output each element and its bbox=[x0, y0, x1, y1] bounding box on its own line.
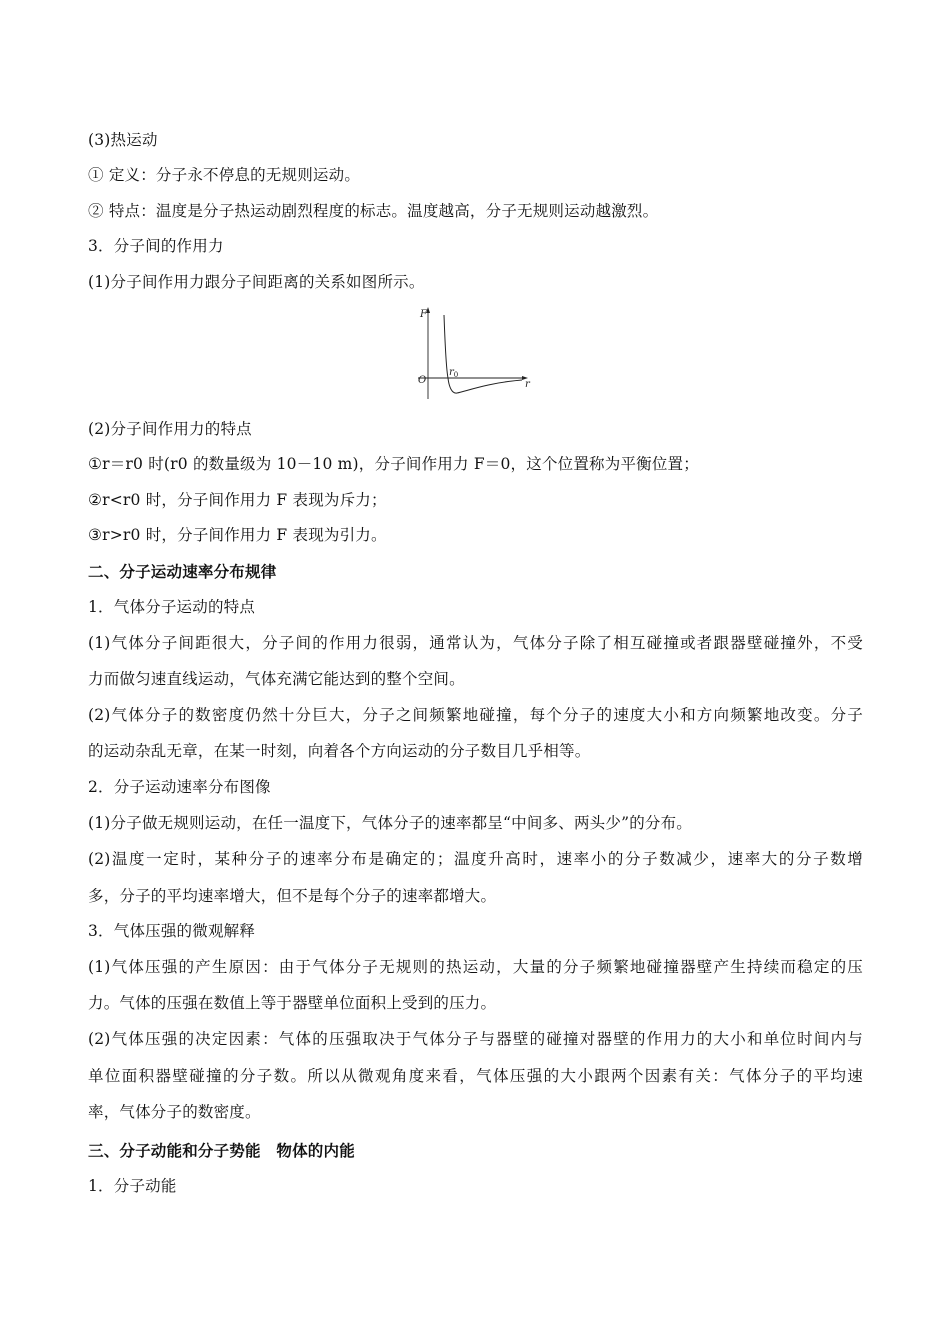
paragraph-line: (2)气体分子的数密度仍然十分巨大，分子之间频繁地碰撞，每个分子的速度大小和方向频繁地改变。分子 bbox=[88, 706, 863, 724]
paragraph-line: (1)分子做无规则运动，在任一温度下，气体分子的速率都呈“中间多、两头少”的分布。 bbox=[88, 814, 693, 832]
chapter-heading-internal-energy: 三、分子动能和分子势能 物体的内能 bbox=[88, 1141, 355, 1160]
subsection-heading-force-features: (2)分子间作用力的特点 bbox=[88, 420, 252, 438]
feature-repulsion-line: ②r<r0 时，分子间作用力 F 表现为斥力； bbox=[88, 491, 387, 509]
section-heading-distribution-graph: 2．分子运动速率分布图像 bbox=[88, 778, 271, 796]
section-heading-pressure: 3．气体压强的微观解释 bbox=[88, 922, 256, 940]
feature-line: ② 特点：温度是分子热运动剧烈程度的标志。温度越高，分子无规则运动越激烈。 bbox=[88, 202, 659, 220]
x-axis-label: r bbox=[525, 379, 530, 390]
section-heading-gas-motion: 1．气体分子运动的特点 bbox=[88, 598, 256, 616]
section-heading-intermolecular-force: 3．分子间的作用力 bbox=[88, 237, 224, 255]
paragraph-line: 力。气体的压强在数值上等于器壁单位面积上受到的压力。 bbox=[88, 994, 497, 1012]
paragraph-line: (1)气体分子间距很大，分子间的作用力很弱，通常认为，气体分子除了相互碰撞或者跟器壁碰撞外，不受 bbox=[88, 634, 863, 652]
feature-equilibrium-line: ①r＝r0 时(r0 的数量级为 10－10 m)，分子间作用力 F＝0，这个位置称为平衡位置； bbox=[88, 455, 699, 473]
paragraph-line: (2)温度一定时，某种分子的速率分布是确定的；温度升高时，速率小的分子数减少，速率大的分子数增 bbox=[88, 850, 863, 868]
origin-label: O bbox=[418, 375, 427, 386]
paragraph-line: 多，分子的平均速率增大，但不是每个分子的速率都增大。 bbox=[88, 887, 497, 905]
paragraph-line: (2)气体压强的决定因素：气体的压强取决于气体分子与器壁的碰撞对器壁的作用力的大小和单位时间内与 bbox=[88, 1030, 863, 1048]
paragraph-line: 的运动杂乱无章，在某一时刻，向着各个方向运动的分子数目几乎相等。 bbox=[88, 742, 591, 760]
subsection-heading-thermal-motion: (3)热运动 bbox=[88, 131, 158, 149]
paragraph-line: 力而做匀速直线运动，气体充满它能达到的整个空间。 bbox=[88, 670, 465, 688]
paragraph-line: 率，气体分子的数密度。 bbox=[88, 1103, 261, 1121]
chapter-heading-speed-distribution: 二、分子运动速率分布规律 bbox=[88, 562, 277, 581]
feature-attraction-line: ③r>r0 时，分子间作用力 F 表现为引力。 bbox=[88, 526, 387, 544]
y-axis-label: F bbox=[420, 309, 427, 320]
force-distance-svg bbox=[412, 303, 534, 401]
figure-intro-line: (1)分子间作用力跟分子间距离的关系如图所示。 bbox=[88, 273, 425, 291]
paragraph-line: (1)气体压强的产生原因：由于气体分子无规则的热运动，大量的分子频繁地碰撞器壁产生持续而稳定的压 bbox=[88, 958, 863, 976]
paragraph-line: 单位面积器壁碰撞的分子数。所以从微观角度来看，气体压强的大小跟两个因素有关：气体分子的平均速 bbox=[88, 1067, 863, 1085]
equilibrium-label: $r_0$ bbox=[449, 367, 459, 379]
definition-line: ① 定义：分子永不停息的无规则运动。 bbox=[88, 166, 361, 184]
force-distance-graph bbox=[412, 303, 534, 401]
force-curve bbox=[444, 315, 522, 393]
section-heading-kinetic-energy: 1．分子动能 bbox=[88, 1177, 177, 1195]
